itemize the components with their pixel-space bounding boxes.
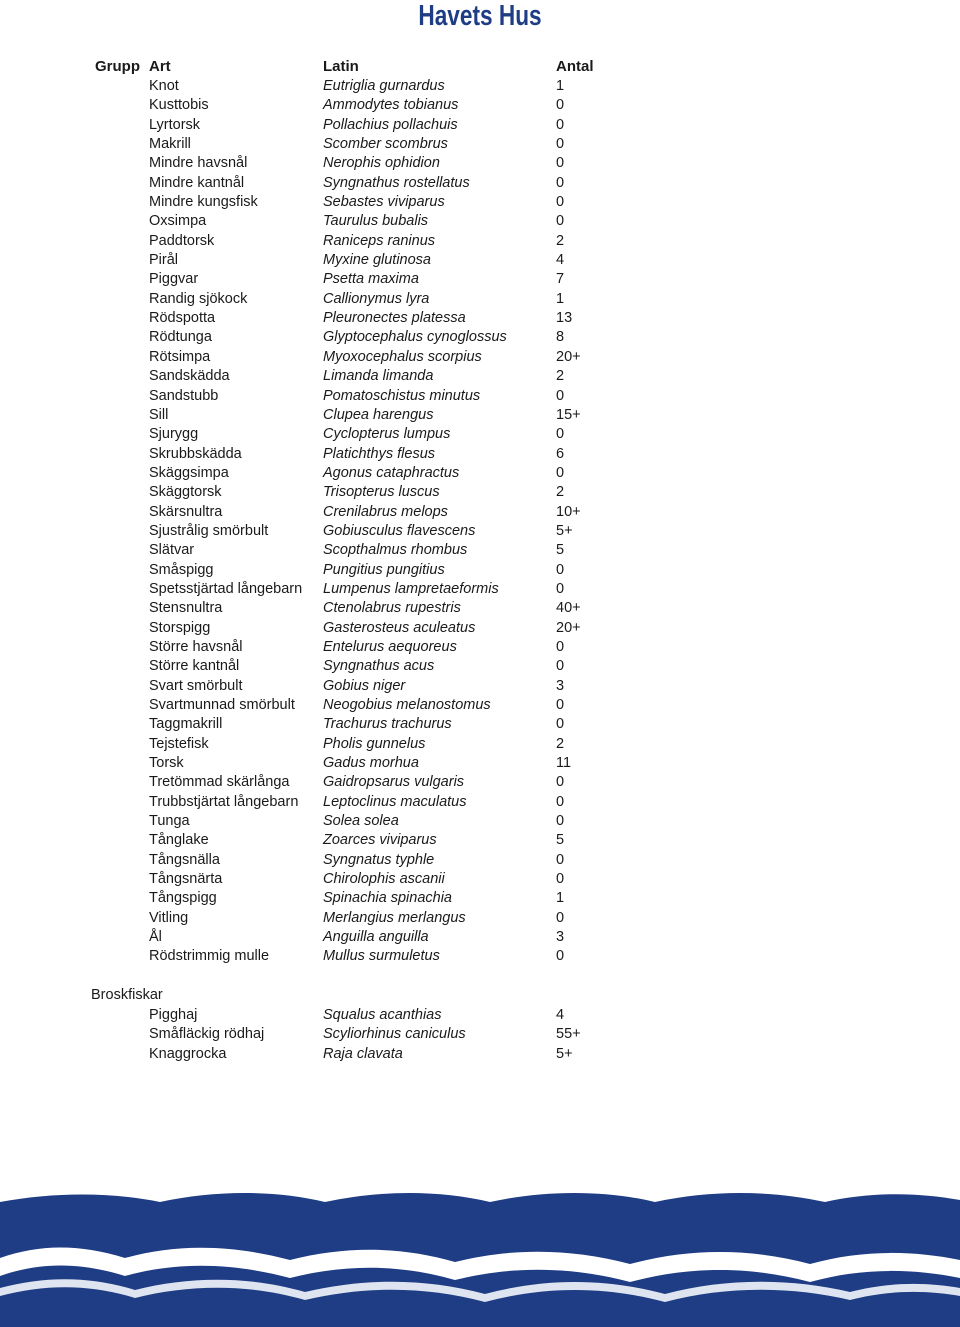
species-name: Knaggrocka <box>149 1045 227 1062</box>
header-count: Antal <box>556 58 594 75</box>
species-name: Trubbstjärtat långebarn <box>149 793 299 810</box>
table-row <box>0 561 960 580</box>
table-row <box>0 889 960 908</box>
table-row <box>0 677 960 696</box>
table-row <box>0 580 960 599</box>
species-name: Tångspigg <box>149 890 217 907</box>
table-row <box>0 270 960 289</box>
latin-name: Sebastes viviparus <box>323 194 445 211</box>
latin-name: Pholis gunnelus <box>323 735 426 752</box>
species-name: Större kantnål <box>149 658 240 675</box>
latin-name: Agonus cataphractus <box>323 464 460 481</box>
species-name: Sjurygg <box>149 426 199 443</box>
count-value: 0 <box>556 155 565 172</box>
species-name: Svartmunnad smörbult <box>149 697 295 713</box>
latin-name: Neogobius melanostomus <box>323 697 491 713</box>
table-row <box>0 657 960 676</box>
latin-name: Syngnathus rostellatus <box>323 174 470 191</box>
species-name: Rödtunga <box>149 329 212 346</box>
latin-name: Lumpenus lampretaeformis <box>323 580 499 597</box>
latin-name: Pollachius pollachuis <box>323 116 458 133</box>
count-value: 0 <box>556 774 565 791</box>
count-value: 5 <box>556 832 565 849</box>
species-name: Småspigg <box>149 561 214 578</box>
species-name: Tejstefisk <box>149 735 209 752</box>
count-value: 20+ <box>556 348 581 365</box>
latin-name: Spinachia spinachia <box>323 890 452 907</box>
table-row <box>0 793 960 812</box>
count-value: 0 <box>556 580 565 597</box>
species-name: Större havsnål <box>149 638 243 655</box>
latin-name: Pungitius pungitius <box>323 561 445 578</box>
table-header <box>0 57 960 77</box>
table-row <box>0 522 960 541</box>
table-row <box>0 367 960 386</box>
species-name: Lyrtorsk <box>149 116 201 133</box>
latin-name: Gasterosteus aculeatus <box>323 619 476 636</box>
table-row <box>0 232 960 251</box>
latin-name: Gadus morhua <box>323 755 419 772</box>
species-name: Slätvar <box>149 542 195 559</box>
species-name: Pirål <box>149 252 179 269</box>
species-name: Randig sjökock <box>149 290 248 307</box>
count-value: 2 <box>556 368 565 385</box>
latin-name: Gobius niger <box>323 677 406 694</box>
species-name: Tångsnälla <box>149 851 220 868</box>
latin-name: Clupea harengus <box>323 406 434 423</box>
latin-name: Cyclopterus lumpus <box>323 426 451 443</box>
species-name: Sandstubb <box>149 387 219 404</box>
table-row <box>0 909 960 928</box>
species-name: Stensnultra <box>149 600 223 617</box>
latin-name: Ctenolabrus rupestris <box>323 600 461 617</box>
latin-name: Nerophis ophidion <box>323 155 440 172</box>
count-value: 2 <box>556 735 565 752</box>
latin-name: Merlangius merlangus <box>323 909 466 926</box>
table-row <box>0 154 960 173</box>
count-value: 0 <box>556 213 565 230</box>
table-row <box>0 348 960 367</box>
table-row <box>0 619 960 638</box>
count-value: 5+ <box>556 1045 573 1062</box>
species-list <box>0 77 960 967</box>
table-row <box>0 406 960 425</box>
header-latin: Latin <box>323 58 359 75</box>
latin-name: Ammodytes tobianus <box>323 97 459 114</box>
latin-name: Eutriglia gurnardus <box>323 78 445 94</box>
species-name: Skäggsimpa <box>149 464 229 481</box>
latin-name: Leptoclinus maculatus <box>323 793 467 810</box>
latin-name: Trisopterus luscus <box>323 484 440 501</box>
latin-name: Syngnathus acus <box>323 658 435 675</box>
count-value: 0 <box>556 716 565 733</box>
latin-name: Raniceps raninus <box>323 232 436 249</box>
species-name: Ål <box>149 929 162 946</box>
species-name: Skäggtorsk <box>149 484 222 501</box>
count-value: 0 <box>556 948 565 965</box>
count-value: 0 <box>556 194 565 211</box>
latin-name: Entelurus aequoreus <box>323 638 457 655</box>
table-row <box>0 1025 960 1044</box>
latin-name: Psetta maxima <box>323 271 419 288</box>
species-name: Rötsimpa <box>149 348 211 365</box>
count-value: 8 <box>556 329 565 346</box>
latin-name: Taurulus bubalis <box>323 213 429 230</box>
species-name: Taggmakrill <box>149 716 223 733</box>
latin-name: Mullus surmuletus <box>323 948 440 965</box>
species-name: Kusttobis <box>149 97 209 114</box>
species-name: Tångsnärta <box>149 871 223 888</box>
table-row <box>0 754 960 773</box>
count-value: 0 <box>556 851 565 868</box>
table-row <box>0 174 960 193</box>
latin-name: Solea solea <box>323 813 399 830</box>
table-row <box>0 193 960 212</box>
species-name: Tånglake <box>149 832 209 849</box>
latin-name: Scomber scombrus <box>323 136 448 153</box>
latin-name: Scopthalmus rhombus <box>323 542 468 559</box>
count-value: 4 <box>556 1007 565 1023</box>
count-value: 0 <box>556 97 565 114</box>
species-name: Skärsnultra <box>149 503 223 520</box>
table-row <box>0 425 960 444</box>
count-value: 1 <box>556 78 565 94</box>
page-title: Havets Hus <box>418 0 542 32</box>
header-species: Art <box>149 58 171 75</box>
count-value: 10+ <box>556 503 581 520</box>
count-value: 2 <box>556 484 565 501</box>
species-name: Pigghaj <box>149 1007 198 1023</box>
table-row <box>0 812 960 831</box>
count-value: 2 <box>556 232 565 249</box>
table-row <box>0 483 960 502</box>
latin-name: Raja clavata <box>323 1045 403 1062</box>
group-label-broskfiskar: Broskfiskar <box>91 987 163 1003</box>
table-row <box>0 135 960 154</box>
table-row <box>0 831 960 850</box>
count-value: 4 <box>556 252 565 269</box>
count-value: 0 <box>556 813 565 830</box>
table-row <box>0 715 960 734</box>
count-value: 1 <box>556 290 565 307</box>
count-value: 20+ <box>556 619 581 636</box>
table-row <box>0 947 960 966</box>
species-name: Rödstrimmig mulle <box>149 948 270 965</box>
count-value: 0 <box>556 793 565 810</box>
table-row <box>0 870 960 889</box>
species-name: Spetsstjärtad långebarn <box>149 580 303 597</box>
latin-name: Pomatoschistus minutus <box>323 387 481 404</box>
table-row <box>0 696 960 715</box>
latin-name: Myxine glutinosa <box>323 252 431 269</box>
latin-name: Platichthys flesus <box>323 445 436 462</box>
species-name: Oxsimpa <box>149 213 207 230</box>
species-name: Sjustrålig smörbult <box>149 522 269 539</box>
table-row <box>0 251 960 270</box>
species-name: Storspigg <box>149 619 211 636</box>
species-name: Mindre kantnål <box>149 174 245 191</box>
count-value: 0 <box>556 174 565 191</box>
count-value: 3 <box>556 677 565 694</box>
count-value: 7 <box>556 271 565 288</box>
species-name: Torsk <box>149 755 184 772</box>
count-value: 5+ <box>556 522 573 539</box>
species-name: Småfläckig rödhaj <box>149 1026 265 1043</box>
latin-name: Glyptocephalus cynoglossus <box>323 329 507 346</box>
count-value: 13 <box>556 310 573 327</box>
table-row <box>0 96 960 115</box>
count-value: 0 <box>556 561 565 578</box>
count-value: 11 <box>556 755 572 772</box>
table-row <box>0 116 960 135</box>
species-name: Sill <box>149 406 169 423</box>
count-value: 0 <box>556 116 565 133</box>
latin-name: Chirolophis ascanii <box>323 871 445 888</box>
latin-name: Crenilabrus melops <box>323 503 448 520</box>
latin-name: Anguilla anguilla <box>323 929 429 946</box>
species-name: Svart smörbult <box>149 677 243 694</box>
count-value: 0 <box>556 909 565 926</box>
latin-name: Callionymus lyra <box>323 290 430 307</box>
table-row <box>0 212 960 231</box>
latin-name: Gaidropsarus vulgaris <box>323 774 465 791</box>
wave-decoration <box>0 1180 960 1327</box>
count-value: 5 <box>556 542 565 559</box>
count-value: 3 <box>556 929 565 946</box>
species-name: Tunga <box>149 813 190 830</box>
latin-name: Pleuronectes platessa <box>323 310 466 327</box>
species-name: Knot <box>149 78 179 94</box>
species-name: Mindre havsnål <box>149 155 248 172</box>
table-row <box>0 290 960 309</box>
latin-name: Trachurus trachurus <box>323 716 452 733</box>
table-row <box>0 77 960 96</box>
species-name: Sandskädda <box>149 368 230 385</box>
count-value: 0 <box>556 871 565 888</box>
latin-name: Squalus acanthias <box>323 1007 442 1023</box>
latin-name: Syngnatus typhle <box>323 851 435 868</box>
latin-name: Limanda limanda <box>323 368 434 385</box>
table-row <box>0 735 960 754</box>
table-row <box>0 599 960 618</box>
table-row <box>0 541 960 560</box>
table-row <box>0 773 960 792</box>
table-row <box>0 503 960 522</box>
species-name: Tretömmad skärlånga <box>149 774 290 791</box>
species-name: Paddtorsk <box>149 232 215 249</box>
species-name: Skrubbskädda <box>149 445 242 462</box>
table-row <box>0 464 960 483</box>
species-name: Vitling <box>149 909 189 926</box>
table-row <box>0 638 960 657</box>
species-name: Mindre kungsfisk <box>149 194 258 211</box>
latin-name: Scyliorhinus caniculus <box>323 1026 466 1043</box>
count-value: 0 <box>556 464 565 481</box>
table-row <box>0 928 960 947</box>
count-value: 6 <box>556 445 565 462</box>
count-value: 1 <box>556 890 565 907</box>
species-name: Makrill <box>149 136 191 153</box>
table-row <box>0 1006 960 1025</box>
table-row <box>0 387 960 406</box>
cartilaginous-fish-list <box>0 1006 960 1064</box>
table-row <box>0 851 960 870</box>
table-row <box>0 1045 960 1064</box>
count-value: 15+ <box>556 406 581 423</box>
latin-name: Gobiusculus flavescens <box>323 522 476 539</box>
count-value: 0 <box>556 426 565 443</box>
count-value: 0 <box>556 658 565 675</box>
table-row <box>0 309 960 328</box>
latin-name: Zoarces viviparus <box>323 832 437 849</box>
species-name: Piggvar <box>149 271 199 288</box>
count-value: 55+ <box>556 1026 581 1043</box>
table-row <box>0 328 960 347</box>
header-group: Grupp <box>95 58 140 75</box>
latin-name: Myoxocephalus scorpius <box>323 348 482 365</box>
count-value: 0 <box>556 638 565 655</box>
table-row <box>0 445 960 464</box>
count-value: 0 <box>556 387 565 404</box>
count-value: 0 <box>556 697 565 713</box>
count-value: 40+ <box>556 600 581 617</box>
species-name: Rödspotta <box>149 310 216 327</box>
page-number: 11 <box>475 1214 497 1236</box>
count-value: 0 <box>556 136 565 153</box>
